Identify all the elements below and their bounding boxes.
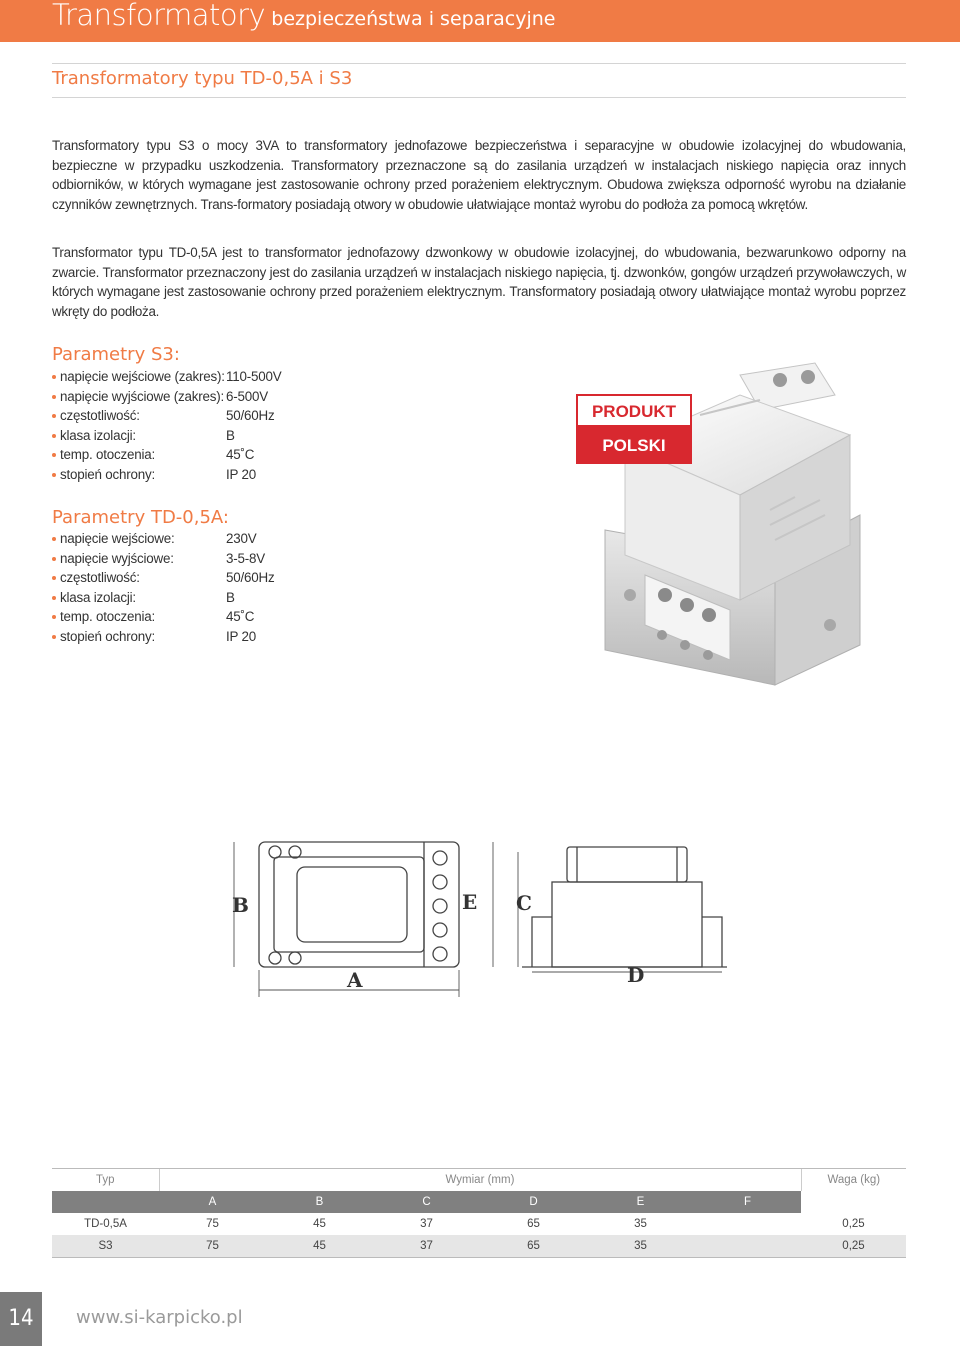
params-s3-list: [52, 367, 282, 484]
param-item: częstotliwość: 50/60Hz: [52, 406, 225, 426]
label-b: B: [232, 893, 249, 917]
params-td-title: Parametry TD-0,5A:: [52, 507, 229, 528]
param-item: napięcie wyjściowe (zakres): 6-500V: [52, 387, 225, 407]
params-s3-title: Parametry S3:: [52, 344, 180, 365]
bullet-icon: [52, 615, 56, 619]
badge-line2: POLSKI: [576, 427, 692, 464]
dimension-table: [52, 1168, 906, 1258]
param-item: temp. otoczenia: 45˚C: [52, 607, 175, 627]
params-td-list: [52, 529, 275, 646]
bullet-icon: [52, 473, 56, 477]
bullet-icon: [52, 453, 56, 457]
bullet-icon: [52, 537, 56, 541]
col-typ-header: Typ: [52, 1169, 159, 1192]
header-title-main: Transformatory: [52, 0, 266, 32]
col-wymiar-header: Wymiar (mm): [159, 1169, 801, 1192]
paragraph-s3: Transformatory typu S3 o mocy 3VA to transformatory jednofazowe bezpieczeństwa i separacyjne w obudowie izolacyjnej do wbudowania, bezpieczne w przypadku uszkodzenia. Transformatory przeznaczone są do zasilania urządzeń w instalacjach niskiego napięcia oraz innych odbiorników, w których wymagane jest zastosowanie ochrony przed porażeniem elektrycznym. Obudowa zwiększa odporność wyrobu na działanie czynników zewnętrznych. Trans-formatory posiadają otwory w obudowie ułatwiające montaż wyrobu do podłoża za pomocą wkrętów.: [52, 138, 906, 212]
param-item: napięcie wyjściowe: 3-5-8V: [52, 549, 175, 569]
dimension-drawing: [222, 832, 732, 1007]
bullet-icon: [52, 414, 56, 418]
param-item: klasa izolacji: B: [52, 588, 175, 608]
param-item: napięcie wejściowe (zakres): 110-500V: [52, 367, 225, 387]
bullet-icon: [52, 635, 56, 639]
bullet-icon: [52, 375, 56, 379]
param-item: stopień ochrony: IP 20: [52, 465, 225, 485]
header-title: [52, 0, 556, 32]
label-e: E: [462, 890, 478, 914]
param-item: stopień ochrony: IP 20: [52, 627, 175, 647]
bullet-icon: [52, 596, 56, 600]
table-row: TD-0,5A 75 45 37 65 35 0,25: [52, 1213, 906, 1235]
paragraph-td: Transformator typu TD-0,5A jest to transformator jednofazowy dzwonkowy w obudowie izolacyjnej, do wbudowania, bezwarunkowo odporny na zwarcie. Transformator przeznaczony jest do zasilania urządzeń w instalacjach niskiego napięcia, tj. dzwonków, gongów urządzeń przywoławczych, w których wymagane jest zastosowanie ochrony przed porażeniem elektrycznym. Transformatory posiadają otwory ułatwiające montaż wyrobu poprzez wkręty do podłoża.: [52, 245, 906, 319]
bullet-icon: [52, 434, 56, 438]
page-number: 14: [0, 1292, 42, 1346]
table-row: S3 75 45 37 65 35 0,25: [52, 1235, 906, 1258]
header-title-sub: bezpieczeństwa i separacyjne: [265, 8, 556, 30]
produkt-polski-badge: [576, 394, 692, 464]
param-item: napięcie wejściowe: 230V: [52, 529, 175, 549]
label-c: C: [516, 891, 532, 915]
param-item: temp. otoczenia: 45˚C: [52, 445, 225, 465]
bullet-icon: [52, 557, 56, 561]
param-item: częstotliwość: 50/60Hz: [52, 568, 175, 588]
label-a: A: [347, 968, 363, 992]
page-header: [0, 0, 960, 42]
section-subtitle: Transformatory typu TD-0,5A i S3: [52, 68, 353, 89]
divider: [52, 97, 906, 98]
bullet-icon: [52, 576, 56, 580]
divider: [52, 63, 906, 64]
table-header-row: [52, 1169, 906, 1192]
bullet-icon: [52, 395, 56, 399]
badge-line1: PRODUKT: [576, 394, 692, 427]
table-subheader-row: A B C D E F: [52, 1191, 906, 1213]
param-item: klasa izolacji: B: [52, 426, 225, 446]
website-link[interactable]: www.si-karpicko.pl: [76, 1307, 243, 1328]
col-waga-header: Waga (kg): [801, 1169, 906, 1192]
label-d: D: [627, 963, 645, 987]
